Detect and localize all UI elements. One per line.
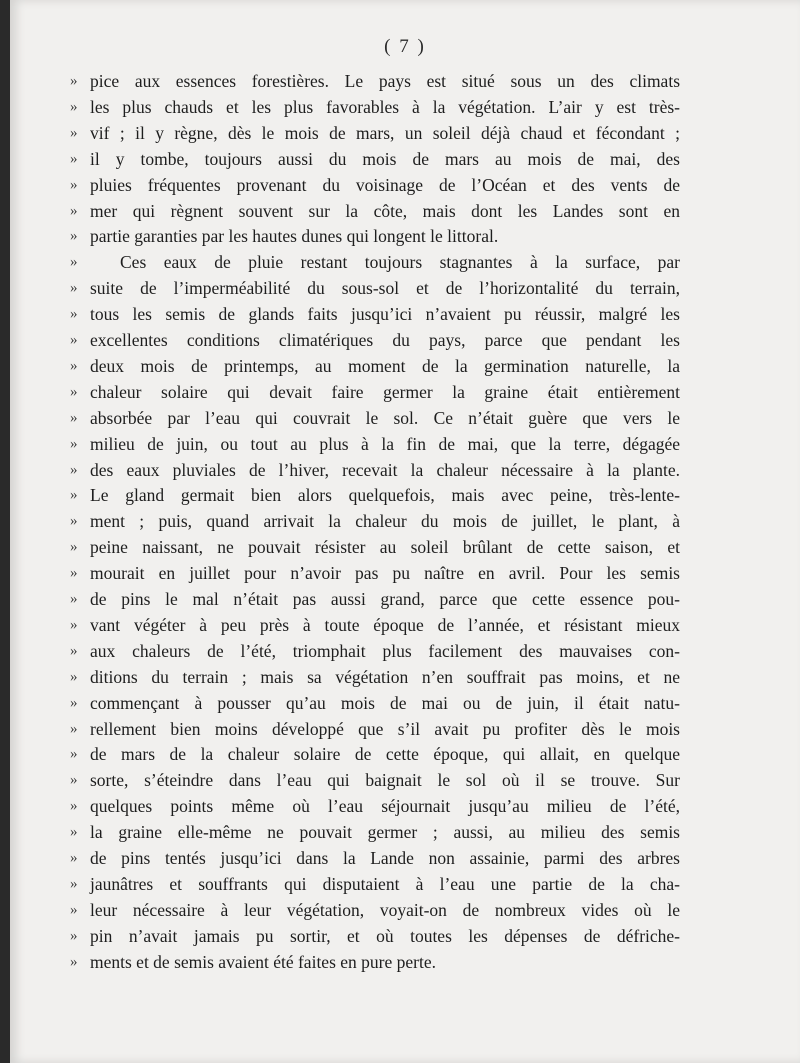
- quote-mark: »: [70, 461, 78, 478]
- quote-mark: »: [70, 487, 78, 504]
- text-line: [10, 560, 800, 586]
- quote-mark: »: [70, 565, 78, 582]
- line-text: rellement bien moins développé que s’il avait pu profiter dès le mois: [90, 718, 680, 739]
- quote-mark: »: [70, 280, 78, 297]
- text-line: [10, 249, 800, 275]
- text-line: [10, 301, 800, 327]
- line-text: chaleur solaire qui devait faire germer la graine était entièrement: [90, 381, 680, 402]
- quote-mark: »: [70, 357, 78, 374]
- quote-mark: »: [70, 332, 78, 348]
- text-line: [10, 379, 800, 405]
- text-line: [10, 457, 800, 483]
- line-text: ments et de semis avaient été faites en pure perte.: [90, 951, 436, 972]
- line-text: des eaux pluviales de l’hiver, recevait la chaleur nécessaire à la plante.: [90, 459, 680, 480]
- text-line: [10, 871, 800, 897]
- text-line: [10, 690, 800, 716]
- text-line: [10, 223, 800, 249]
- text-line: [10, 431, 800, 457]
- line-text: jaunâtres et souffrants qui disputaient à l’eau une partie de la cha-: [90, 873, 680, 894]
- text-line: [10, 405, 800, 431]
- text-line: [10, 716, 800, 742]
- quote-mark: »: [70, 746, 78, 763]
- text-line: [10, 767, 800, 793]
- line-text: absorbée par l’eau qui couvrait le sol. Ce n’était guère que vers le: [90, 407, 680, 428]
- quote-mark: »: [70, 150, 78, 167]
- line-text: de pins tentés jusqu’ici dans la Lande non assainie, parmi des arbres: [90, 848, 680, 868]
- quote-mark: »: [70, 953, 78, 970]
- line-text: vif ; il y règne, dès le mois de mars, un soleil déjà chaud et fécondant ;: [90, 122, 680, 143]
- quote-mark: »: [70, 798, 78, 815]
- text-line: [10, 819, 800, 845]
- quote-mark: »: [70, 772, 78, 789]
- quote-mark: »: [70, 720, 78, 737]
- line-text: partie garanties par les hautes dunes qui longent le littoral.: [90, 226, 499, 247]
- quote-mark: »: [70, 668, 78, 685]
- text-line: [10, 353, 800, 379]
- quote-mark: »: [70, 202, 78, 219]
- line-text: Le gland germait bien alors quelquefois, mais avec peine, très-lente-: [90, 485, 680, 506]
- line-text: tous les semis de glands faits jusqu’ici n’avaient pu réussir, malgré les: [90, 304, 680, 325]
- text-line: [10, 94, 800, 120]
- text-line: [10, 172, 800, 198]
- text-line: [10, 508, 800, 534]
- line-text: leur nécessaire à leur végétation, voyait-on de nombreux vides où le: [90, 899, 680, 920]
- quote-mark: »: [70, 901, 78, 918]
- line-text: ment ; puis, quand arrivait la chaleur du mois de juillet, le plant, à: [90, 511, 680, 532]
- quote-mark: »: [70, 228, 78, 245]
- text-line: [10, 146, 800, 172]
- line-text: commençant à pousser qu’au mois de mai ou de juin, il était natu-: [90, 692, 680, 713]
- line-text: mer qui règnent souvent sur la côte, mais dont les Landes sont en: [90, 200, 680, 221]
- quote-mark: »: [70, 98, 78, 115]
- quote-mark: »: [70, 694, 78, 711]
- line-text: suite de l’imperméabilité du sous-sol et de l’horizontalité du terrain,: [90, 278, 680, 299]
- text-line: [10, 664, 800, 690]
- text-line: [10, 68, 800, 94]
- quote-mark: »: [70, 591, 78, 607]
- line-text: mourait en juillet pour n’avoir pas pu naître en avril. Pour les semis: [90, 563, 680, 584]
- text-line: [10, 327, 800, 353]
- text-line: [10, 897, 800, 923]
- page-number: ( 7 ): [384, 36, 426, 57]
- text-line: [10, 275, 800, 301]
- text-line: [10, 923, 800, 949]
- line-text: pice aux essences forestières. Le pays est situé sous un des climats: [90, 71, 680, 91]
- line-text: peine naissant, ne pouvait résister au soleil brûlant de cette saison, et: [90, 537, 680, 558]
- text-line: [10, 534, 800, 560]
- quote-mark: »: [70, 435, 78, 452]
- text-line: [10, 638, 800, 664]
- document-page: [10, 0, 800, 1063]
- line-text: excellentes conditions climatériques du pays, parce que pendant les: [90, 330, 680, 350]
- line-text: les plus chauds et les plus favorables à la végétation. L’air y est très-: [90, 96, 680, 117]
- line-text: milieu de juin, ou tout au plus à la fin de mai, que la terre, dégagée: [90, 433, 680, 454]
- text-line: [10, 482, 800, 508]
- line-text: vant végéter à peu près à toute époque de l’année, et résistant mieux: [90, 614, 680, 635]
- line-text: ditions du terrain ; mais sa végétation n’en souffrait pas moins, et ne: [90, 666, 680, 687]
- line-text: de pins le mal n’était pas aussi grand, parce que cette essence pou-: [90, 589, 680, 609]
- text-line: [10, 845, 800, 871]
- quote-mark: »: [70, 409, 78, 426]
- quote-mark: »: [70, 306, 78, 323]
- quote-mark: »: [70, 875, 78, 892]
- quote-mark: »: [70, 383, 78, 400]
- line-text: la graine elle-même ne pouvait germer ; aussi, au milieu des semis: [90, 822, 680, 843]
- quote-mark: »: [70, 642, 78, 659]
- quote-mark: »: [70, 824, 78, 841]
- text-line: [10, 741, 800, 767]
- line-text: pluies fréquentes provenant du voisinage de l’Océan et des vents de: [90, 174, 680, 195]
- line-text: de mars de la chaleur solaire de cette époque, qui allait, en quelque: [90, 744, 680, 765]
- quote-mark: »: [70, 616, 78, 633]
- quote-mark: »: [70, 850, 78, 866]
- quote-mark: »: [70, 73, 78, 89]
- text-line: [10, 586, 800, 612]
- quote-mark: »: [70, 254, 78, 271]
- text-line: [10, 612, 800, 638]
- line-text: quelques points même où l’eau séjournait jusqu’au milieu de l’été,: [90, 796, 680, 817]
- text-line: [10, 198, 800, 224]
- line-text: pin n’avait jamais pu sortir, et où toutes les dépenses de défriche-: [90, 925, 680, 946]
- text-line: [10, 120, 800, 146]
- line-text: sorte, s’éteindre dans l’eau qui baignait le sol où il se trouve. Sur: [90, 770, 680, 791]
- line-text: deux mois de printemps, au moment de la germination naturelle, la: [90, 355, 680, 376]
- line-text: Ces eaux de pluie restant toujours stagnantes à la surface, par: [120, 252, 680, 273]
- text-line: [10, 949, 800, 975]
- line-text: il y tombe, toujours aussi du mois de mars au mois de mai, des: [90, 148, 680, 169]
- quote-mark: »: [70, 124, 78, 141]
- quote-mark: »: [70, 539, 78, 556]
- line-text: aux chaleurs de l’été, triomphait plus facilement des mauvaises con-: [90, 640, 680, 661]
- text-line: [10, 793, 800, 819]
- quote-mark: »: [70, 176, 78, 193]
- quote-mark: »: [70, 927, 78, 944]
- quote-mark: »: [70, 513, 78, 530]
